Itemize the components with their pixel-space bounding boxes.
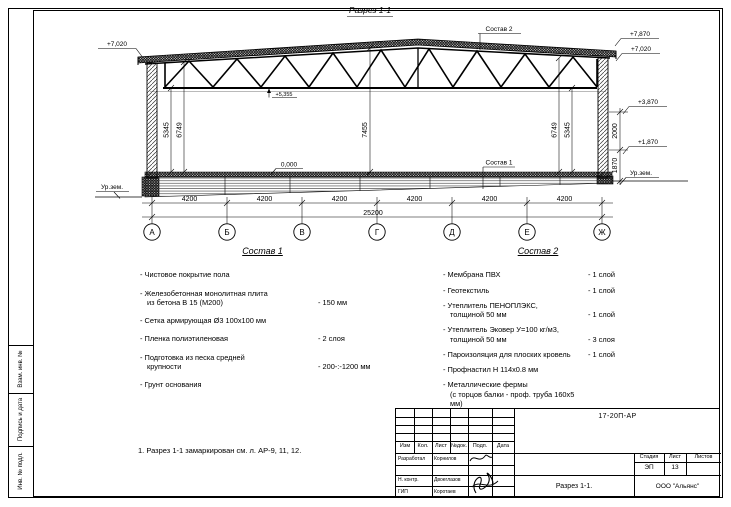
- tb-sheets-label: Листов: [694, 454, 713, 460]
- tb-header-izm: Изм: [399, 443, 411, 449]
- tb-name-ncontrol: Двоеглазов: [434, 477, 461, 483]
- sostav1-title: Состав 1: [242, 246, 283, 256]
- dim-right-tall: 6749: [551, 122, 559, 138]
- tb-company: ООО "Альянс": [655, 483, 700, 490]
- axis-letter: Г: [374, 228, 380, 237]
- tb-sheet-number: 13: [671, 464, 679, 471]
- dim-bay: 4200: [331, 196, 348, 203]
- columns: [147, 58, 608, 178]
- list-item: - Грунт основания: [140, 380, 202, 389]
- elevation-right-mid: +3,870: [637, 99, 659, 106]
- elevation-right-low: +1,870: [637, 139, 659, 146]
- sostav1-leader-label: Состав 1: [485, 159, 513, 167]
- tb-drawing-name: Разрез 1-1.: [555, 483, 593, 490]
- elevation-ridge: +7,870: [629, 31, 651, 38]
- ground-label-right: Ур.зем.: [629, 170, 653, 177]
- dim-bay: 4200: [256, 196, 273, 203]
- tb-role-ncontrol: Н. контр.: [398, 477, 419, 483]
- floor-slab: [95, 172, 688, 197]
- tb-stage-label: Стадия: [639, 454, 659, 460]
- tb-name-gip: Коротаев: [434, 489, 456, 495]
- dim-right-short: 5345: [564, 122, 572, 138]
- axis-letter: А: [149, 228, 155, 237]
- title-block: [395, 408, 720, 497]
- strip-label-inv: Инв. № подл.: [18, 452, 24, 490]
- elevation-truss-bottom: +5,355: [275, 92, 293, 98]
- sostav2-leader-label: Состав 2: [485, 26, 513, 33]
- sostav2-list: [443, 246, 633, 414]
- tb-doc-number: 17-20П-АР: [598, 413, 637, 420]
- list-item: - Пленка полиэтиленовая - 2 слоя: [140, 334, 345, 344]
- sostav1-list: [140, 246, 385, 398]
- list-item: - Металлические фермы (с торцов балки - проф. труба 160х5 мм): [443, 380, 575, 408]
- tb-header-ndoc: №док.: [450, 443, 468, 449]
- dim-center: 7455: [362, 122, 369, 138]
- strip-label-podpis: Подпись и дата: [18, 397, 24, 442]
- drawing-note: 1. Разрез 1-1 замаркирован см. л. АР-9, 11, 12.: [138, 446, 302, 455]
- dim-bay: 4200: [406, 196, 423, 203]
- elevation-right-eaves: +7,020: [630, 46, 652, 53]
- dim-bay: 4200: [481, 196, 498, 203]
- tb-sheet-label: Лист: [669, 454, 681, 460]
- tb-role-developer: Разработал: [398, 456, 426, 462]
- signatures: [462, 451, 506, 498]
- dim-left-tall: 6749: [176, 122, 184, 138]
- sostav2-title: Состав 2: [517, 246, 559, 256]
- axis-letter: Д: [449, 228, 455, 237]
- tb-header-list: Лист: [435, 443, 447, 449]
- list-item: - Утеплитель ПЕНОПЛЭКС, толщиной 50 мм - 1 слой: [443, 300, 616, 319]
- list-item: - Геотекстиль - 1 слой: [443, 285, 616, 295]
- strip-label-vzam: Взам. инв. №: [18, 350, 24, 388]
- list-item: - Пароизоляция для плоских кровель - 1 слой: [443, 349, 616, 359]
- ground-label-left: Ур.зем.: [100, 184, 124, 191]
- axis-letter: Б: [224, 228, 230, 237]
- dim-total: 25200: [363, 210, 383, 217]
- list-item: - Мембрана ПВХ - 1 слой: [443, 270, 616, 280]
- dim-right-out-bottom: 1870: [612, 157, 619, 174]
- elevation-floor: 0,000: [280, 161, 298, 169]
- dim-left-short: 5345: [163, 122, 171, 138]
- list-item: - Подготовка из песка средней крупности - 200-:-1200 мм: [140, 352, 371, 371]
- tb-header-data: Дата: [496, 443, 510, 449]
- dim-right-out-top: 2000: [612, 123, 619, 139]
- tb-header-podp: Подп.: [472, 443, 488, 449]
- list-item: - Железобетонная монолитная плита из бетона В 15 (М200) - 150 мм: [140, 288, 348, 307]
- list-item: - Чистовое покрытие пола: [140, 270, 230, 280]
- axis-bubbles: [144, 224, 610, 240]
- list-item: - Утеплитель Эковер У=100 кг/м3, толщиной 50 мм - 3 слоя: [443, 325, 615, 344]
- tb-role-gip: ГИП: [398, 489, 408, 495]
- dim-bay: 4200: [181, 196, 198, 203]
- section-title: Разрез 1-1: [348, 5, 392, 15]
- tb-name-developer: Корнилов: [434, 456, 457, 462]
- section-drawing: [0, 0, 731, 250]
- tb-stage-value: ЭП: [644, 464, 654, 471]
- axis-letter: В: [299, 228, 305, 237]
- tb-header-kol: Кол.: [417, 443, 429, 449]
- dim-bay: 4200: [556, 196, 573, 203]
- axis-letter: Ж: [598, 228, 606, 237]
- elevation-left-eaves: +7,020: [106, 41, 128, 48]
- list-item: - Профнастил Н 114х0.8 мм: [443, 365, 539, 374]
- axis-letter: Е: [524, 228, 530, 237]
- list-item: - Сетка армирующая Ø3 100х100 мм: [140, 316, 267, 325]
- roof-assembly: [138, 39, 616, 65]
